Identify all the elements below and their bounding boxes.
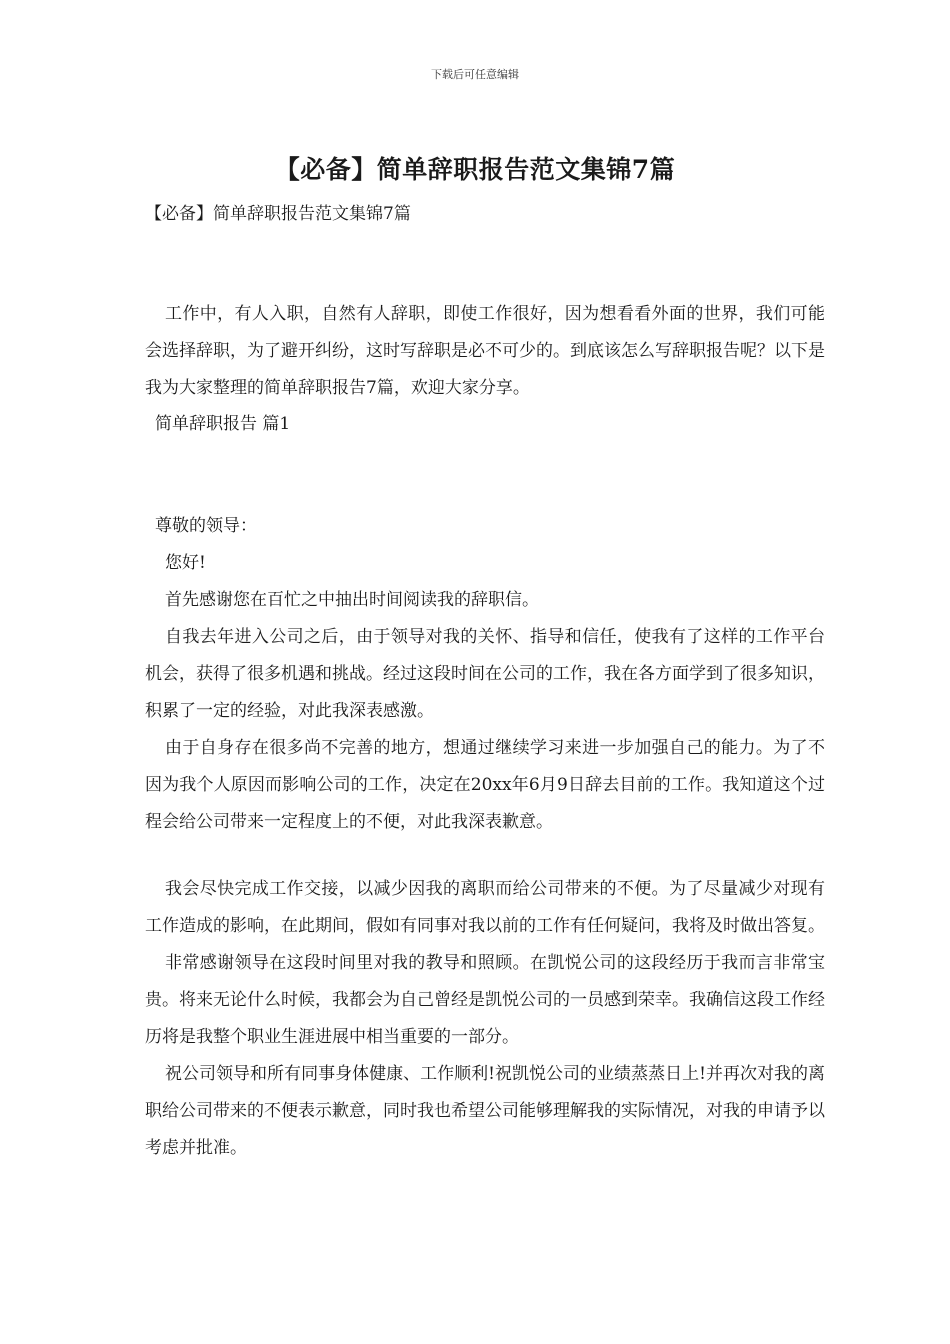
letter-paragraph: 祝公司领导和所有同事身体健康、工作顺利!祝凯悦公司的业绩蒸蒸日上!并再次对我的离职给公司带来的不便表示歉意，同时我也希望公司能够理解我的实际情况，对我的申请予以考虑并批准。 <box>145 1064 825 1158</box>
letter-greeting: 您好! <box>165 553 206 573</box>
intro-section <box>145 296 825 407</box>
letter-paragraph: 首先感谢您在百忙之中抽出时间阅读我的辞职信。 <box>165 590 539 610</box>
letter-paragraph: 我会尽快完成工作交接，以减少因我的离职而给公司带来的不便。为了尽量减少对现有工作造成的影响，在此期间，假如有同事对我以前的工作有任何疑问，我将及时做出答复。 <box>145 879 825 936</box>
letter-salutation: 尊敬的领导： <box>155 516 257 536</box>
letter-paragraph: 自我去年进入公司之后，由于领导对我的关怀、指导和信任，使我有了这样的工作平台机会，获得了很多机遇和挑战。经过这段时间在公司的工作，我在各方面学到了很多知识，积累了一定的经验，对此我深表感激。 <box>145 627 825 721</box>
letter-body <box>145 508 825 1167</box>
section-label: 简单辞职报告 篇1 <box>155 414 291 434</box>
document-title: 【必备】简单辞职报告范文集锦7篇 <box>274 155 676 184</box>
document-subtitle: 【必备】简单辞职报告范文集锦7篇 <box>145 204 411 224</box>
header-note: 下载后可任意编辑 <box>431 68 519 81</box>
intro-paragraph: 工作中，有人入职，自然有人辞职，即使工作很好，因为想看看外面的世界，我们可能会选择辞职，为了避开纠纷，这时写辞职是必不可少的。到底该怎么写辞职报告呢？以下是我为大家整理的简单辞职报告7篇，欢迎大家分享。 <box>145 304 825 398</box>
letter-paragraph: 非常感谢领导在这段时间里对我的教导和照顾。在凯悦公司的这段经历于我而言非常宝贵。将来无论什么时候，我都会为自己曾经是凯悦公司的一员感到荣幸。我确信这段工作经历将是我整个职业生涯进展中相当重要的一部分。 <box>145 953 825 1047</box>
letter-paragraph: 由于自身存在很多尚不完善的地方，想通过继续学习来进一步加强自己的能力。为了不因为我个人原因而影响公司的工作，决定在20xx年6月9日辞去目前的工作。我知道这个过程会给公司带来一定程度上的不便，对此我深表歉意。 <box>145 738 825 832</box>
